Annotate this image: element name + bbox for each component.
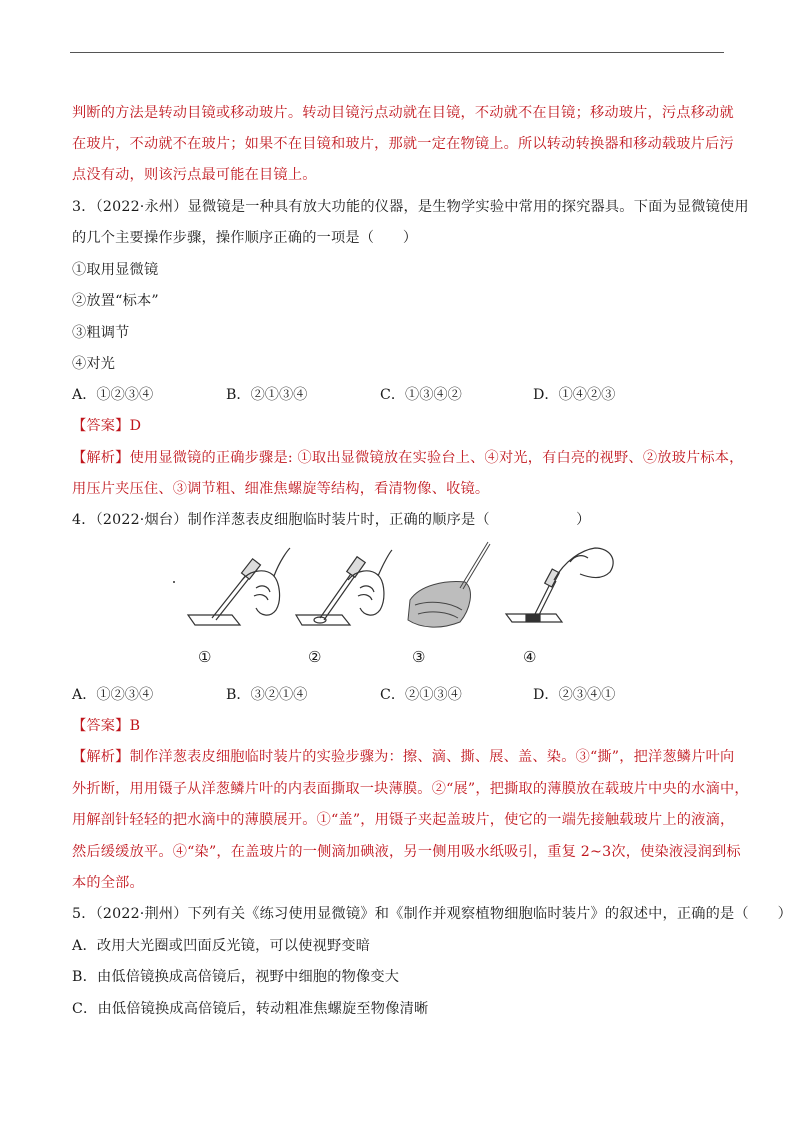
q4-figure-drawings xyxy=(170,540,630,645)
step3-drawing xyxy=(408,542,490,627)
header-rule xyxy=(70,52,724,53)
q3-option-b: B．②①③④ xyxy=(226,387,308,403)
q3-step-2: ②放置“标本” xyxy=(72,293,159,309)
stray-dot xyxy=(173,581,175,583)
q3-option-c: C．①③④② xyxy=(380,387,462,403)
step4-drawing xyxy=(506,548,613,622)
figure-label-3: ③ xyxy=(412,648,426,666)
q4-option-c: C．②①③④ xyxy=(380,687,462,703)
q3-stem-line-2: 的几个主要操作步骤，操作顺序正确的一项是（ ） xyxy=(72,230,418,246)
q4-analysis-line-5: 本的全部。 xyxy=(72,875,144,891)
figure-label-4: ④ xyxy=(523,648,537,666)
q3-step-1: ①取用显微镜 xyxy=(72,262,159,278)
prev-analysis-line-1: 判断的方法是转动目镜或移动玻片。转动目镜污点动就在目镜，不动就不在目镜；移动玻片，污点移动就 xyxy=(72,105,734,121)
q4-option-b: B．③②①④ xyxy=(226,687,308,703)
q3-step-4: ④对光 xyxy=(72,356,116,372)
q4-answer-tag: 【答案】 xyxy=(72,718,130,734)
q4-option-a: A．①②③④ xyxy=(72,687,154,703)
figure-label-1: ① xyxy=(198,648,212,666)
q3-analysis-line-2: 用压片夹压住、③调节粗、细准焦螺旋等结构，看清物像、收镜。 xyxy=(72,481,490,497)
q3-option-d: D．①④②③ xyxy=(533,387,616,403)
step1-drawing xyxy=(188,548,290,625)
q3-step-3: ③粗调节 xyxy=(72,325,130,341)
figure-label-2: ② xyxy=(308,648,322,666)
q4-figure xyxy=(170,540,630,670)
q5-option-a: A．改用大光圈或凹面反光镜，可以使视野变暗 xyxy=(72,938,371,954)
q4-option-d: D．②③④① xyxy=(533,687,616,703)
q4-answer-value: B xyxy=(129,718,141,734)
q3-analysis-tag: 【解析】 xyxy=(72,450,130,466)
q3-stem-line-1: 3．（2022·永州）显微镜是一种具有放大功能的仪器，是生物学实验中常用的探究器具。下面为显微镜使用 xyxy=(72,199,749,215)
prev-analysis-line-2: 在玻片，不动就不在玻片；如果不在目镜和玻片，那就一定在物镜上。所以转动转换器和移动载玻片后污 xyxy=(72,136,734,152)
q4-analysis-line-3: 用解剖针轻轻的把水滴中的薄膜展开。①“盖”，用镊子夹起盖玻片，使它的一端先接触载玻片上的液滴， xyxy=(72,812,735,828)
q3-option-a: A．①②③④ xyxy=(72,387,154,403)
q5-option-b: B．由低倍镜换成高倍镜后，视野中细胞的物像变大 xyxy=(72,969,400,985)
q3-answer xyxy=(72,417,141,435)
q3-answer-tag: 【答案】 xyxy=(72,418,130,434)
q4-answer xyxy=(72,717,140,735)
q4-analysis-tag: 【解析】 xyxy=(72,749,130,765)
q4-analysis-line-1 xyxy=(72,748,734,766)
q4-analysis-text-1: 制作洋葱表皮细胞临时装片的实验步骤为：擦、滴、撕、展、盖、染。③“撕”，把洋葱鳞片叶向 xyxy=(129,749,735,765)
q4-analysis-line-4: 然后缓缓放平。④“染”，在盖玻片的一侧滴加碘液，另一侧用吸水纸吸引，重复 2~3次，使染液浸润到标 xyxy=(72,844,741,860)
q4-analysis-line-2: 外折断，用用镊子从洋葱鳞片叶的内表面撕取一块薄膜。②“展”，把撕取的薄膜放在载玻片中央的水滴中， xyxy=(72,781,749,797)
q4-stem: 4．（2022·烟台）制作洋葱表皮细胞临时装片时，正确的顺序是（ ） xyxy=(72,512,591,528)
prev-analysis-line-3: 点没有动，则该污点最可能在目镜上。 xyxy=(72,167,317,183)
q5-option-c: C．由低倍镜换成高倍镜后，转动粗准焦螺旋至物像清晰 xyxy=(72,1001,429,1017)
q3-analysis-text-1: 使用显微镜的正确步骤是: ①取出显微镜放在实验台上、④对光，有白亮的视野、②放玻片标本， xyxy=(129,450,744,466)
step2-drawing xyxy=(296,550,392,625)
q3-answer-value: D xyxy=(129,418,142,434)
q5-stem: 5．（2022·荆州）下列有关《练习使用显微镜》和《制作并观察植物细胞临时装片》的叙述中，正确的是（ ） xyxy=(72,906,792,922)
q3-analysis-line-1 xyxy=(72,449,744,467)
